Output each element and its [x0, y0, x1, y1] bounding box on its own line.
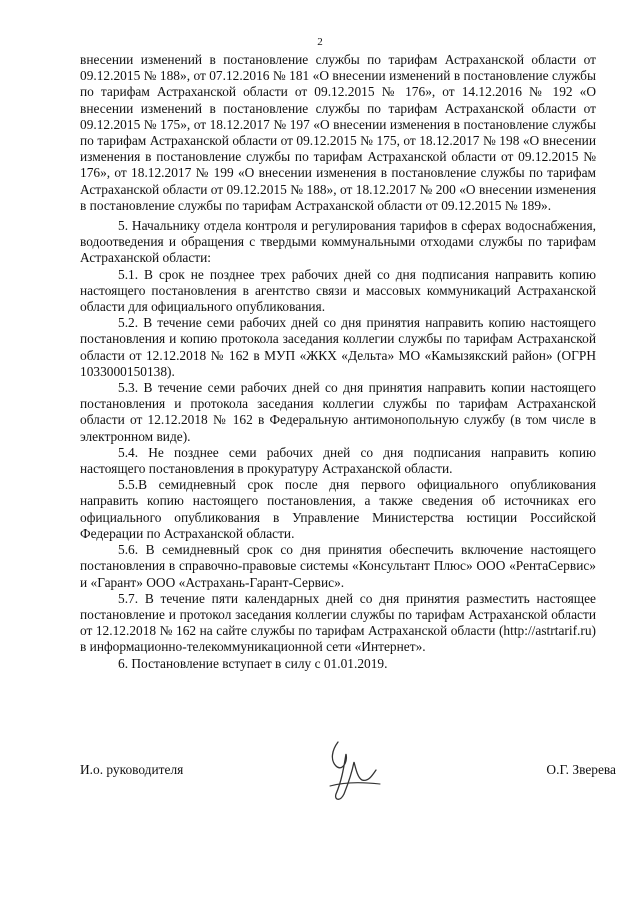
document-body — [80, 52, 596, 672]
signatory-name: О.Г. Зверева — [546, 762, 616, 777]
paragraph-5-4: 5.4. Не позднее семи рабочих дней со дня подписания направить копию настоящего постановления в прокуратуру Астраханской области. — [80, 444, 596, 477]
signatory-title: И.о. руководителя — [80, 762, 184, 777]
paragraph-5-7: 5.7. В течение пяти календарных дней со дня принятия разместить настоящее постановление и протокол заседания коллегии службы по тарифам Астраханской области от 12.12.2018 № 162 на сайте службы по тарифам Астраханской области (http://astrtarif.ru) в информационно-телекоммуникационной сети «Интернет». — [80, 590, 596, 655]
paragraph-6: 6. Постановление вступает в силу с 01.01.2019. — [118, 655, 388, 671]
paragraph-5-5: 5.5.В семидневный срок после дня первого официального опубликования направить копию настоящего постановления, а также сведения об источниках его официального опубликования в Управление Министерства юстиции Российской Федерации по Астраханской области. — [80, 477, 596, 541]
paragraph-5-3: 5.3. В течение семи рабочих дней со дня принятия направить копии настоящего постановления и протокола заседания коллегии службы по тарифам Астраханской области от 12.12.2018 № 162 в Федеральную антимонопольную службу (в том числе в электронном виде). — [80, 380, 596, 444]
paragraph-continuation: внесении изменений в постановление службы по тарифам Астраханской области от 09.12.2015 № 188», от 07.12.2016 № 181 «О внесении изменений в постановление службы по тарифам Астраханской области от 09.12.2015 № 176», от 14.12.2016 № 192 «О внесении изменений в постановление службы по тарифам Астраханской области от 09.12.2015 № 175», от 18.12.2017 № 197 «О внесении изменения в постановление службы по тарифам Астраханской области от 09.12.2015 № 175, от 18.12.2017 № 198 «О внесении изменения в постановление службы по тарифам Астраханской области от 09.12.2015 № 176», от 18.12.2017 № 199 «О внесении изменения в постановление службы по тарифам Астраханской области от 09.12.2015 № 188», от 18.12.2017 № 200 «О внесении изменения в постановление службы по тарифам Астраханской области от 09.12.2015 № 189». — [80, 52, 596, 213]
paragraph-5-6: 5.6. В семидневный срок со дня принятия обеспечить включение настоящего постановления в справочно-правовые системы «Консультант Плюс» ООО «РентаСервис» и «Гарант» ООО «Астрахань-Гарант-Сервис». — [80, 542, 596, 590]
page-number: 2 — [317, 36, 323, 48]
paragraph-5: 5. Начальнику отдела контроля и регулирования тарифов в сферах водоснабжения, водоотведения и обращения с твердыми коммунальными отходами службы по тарифам Астраханской области: — [80, 218, 596, 266]
paragraph-5-1: 5.1. В срок не позднее трех рабочих дней со дня подписания направить копию настоящего постановления в агентство связи и массовых коммуникаций Астраханской области для официального опубликования. — [80, 266, 596, 315]
handwritten-signature — [318, 736, 388, 808]
paragraph-5-2: 5.2. В течение семи рабочих дней со дня принятия направить копию настоящего постановления и копию протокола заседания коллегии службы по тарифам Астраханской области от 12.12.2018 № 162 в МУП «ЖКХ «Дельта» МО «Камызякский район» (ОГРН 1033000150138). — [80, 315, 596, 379]
